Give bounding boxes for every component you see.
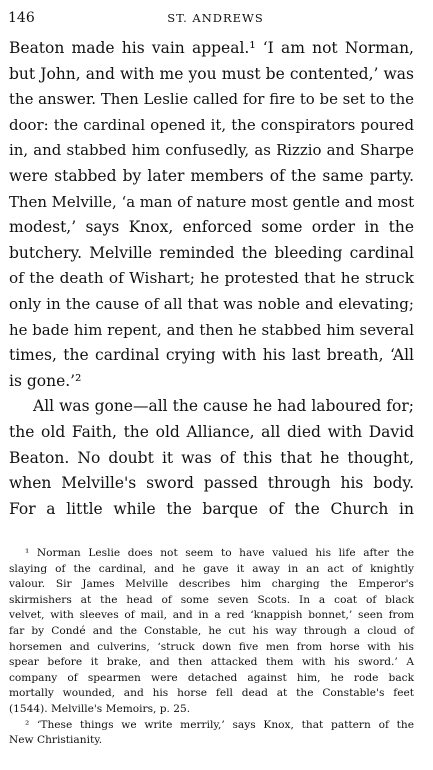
footnote-line: spear before it brake, and then attacked them with his sword.’ A [9,656,414,669]
footnote-line: ² ‘These things we write merrily,’ says Knox, that pattern of the [25,718,414,731]
footnote-line: mortally wounded, and his horse fell dead at the Constable's feet [9,687,414,700]
text-line: in, and stabbed him confusedly, as Rizzio and Sharpe [9,141,414,160]
text-line: door: the cardinal opened it, the conspirators poured [9,115,414,134]
text-line: For a little while the barque of the Church in [9,499,414,518]
text-line: butchery. Melville reminded the bleeding cardinal [9,243,414,262]
footnote-line: far by Condé and the Constable, he cut his way through a cloud of [9,624,414,637]
footnote-line: slaying of the cardinal, and he gave it away in an act of knightly [9,562,414,575]
text-line: when Melville's sword passed through his body. [9,474,414,493]
footnote-line: skirmishers at the head of some seven Scots. In a coat of black [9,593,414,606]
text-line: times, the cardinal crying with his last breath, ‘All [9,346,414,365]
footnote-line: horsemen and culverins, ‘struck down five men from horse with his [9,640,414,653]
footnote-line: New Christianity. [9,734,103,747]
text-line: Beaton made his vain appeal.¹ ‘I am not Norman, [9,39,414,57]
text-line: is gone.’² [9,371,82,390]
text-line: the answer. Then Leslie called for fire to be set to the [9,90,414,109]
footnote-line: valour. Sir James Melville describes him charging the Emperor's [9,578,414,591]
text-line: All was gone—all the cause he had laboured for; [33,397,414,416]
main-text [9,36,414,522]
text-line: the old Faith, the old Alliance, all died with David [9,422,414,441]
text-line: Then Melville, ‘a man of nature most gentle and most [9,192,415,211]
text-line: of the death of Wishart; he protested that he struck [9,269,414,288]
footnote-line: company of spearmen were detached against him, he rode back [9,671,414,684]
text-line: Beaton. No doubt it was of this that he thought, [9,448,414,467]
footnotes [9,546,414,749]
running-title: ST. ANDREWS [167,11,264,25]
footnote-line: ¹ Norman Leslie does not seem to have valued his life after the [25,547,414,559]
text-line: were stabbed by later members of the same party. [9,166,414,185]
footnote-line: velvet, with sleeves of mail, and in a red ‘knappish bonnet,’ seen from [9,609,414,622]
text-line: only in the cause of all that was noble and elevating; [9,294,414,313]
page-header [8,10,423,30]
page-number: 146 [8,10,35,26]
footnote-line: (1544). Melville's Memoirs, p. 25. [9,702,191,715]
text-line: he bade him repent, and then he stabbed him several [9,320,414,339]
text-line: modest,’ says Knox, enforced some order in the [9,218,414,237]
text-line: but John, and with me you must be contented,’ was [9,64,414,83]
